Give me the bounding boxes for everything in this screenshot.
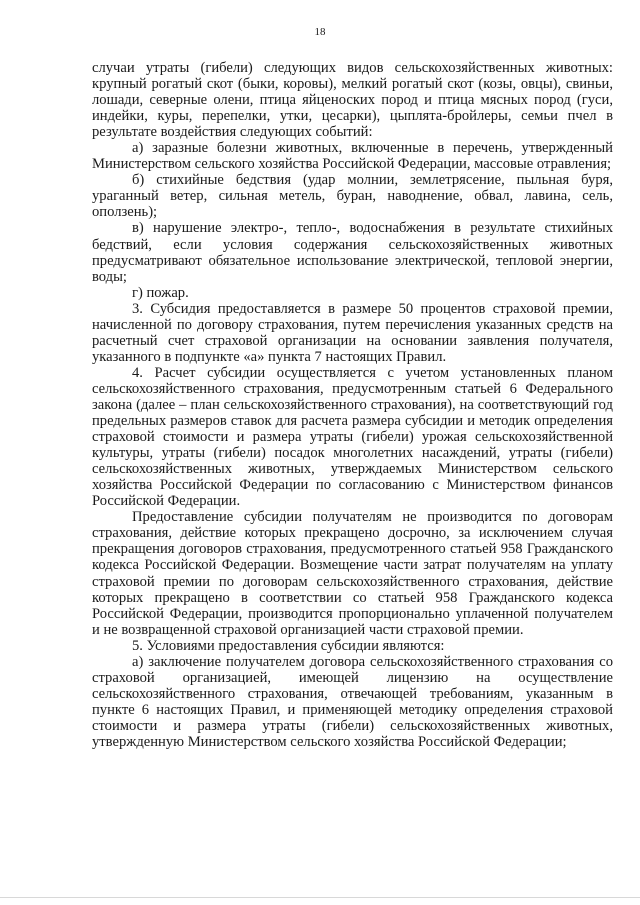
paragraph-clause-5-item-a: а) заключение получателем договора сельскохозяйственного страхования со страховой организацией, имеющей лицензию на осуществление сельскохозяйственного страхования, отвечающей требованиям, указанным в пункте 6 настоящих Правил, и применяющей методику определения страховой стоимости и размера утраты (гибели) сельскохозяйственных животных, утвержденную Министерством сельского хозяйства Российской Федерации; — [92, 653, 613, 750]
paragraph-item-a: а) заразные болезни животных, включенные в перечень, утвержденный Министерством сельского хозяйства Российской Федерации, массовые отравления; — [92, 140, 613, 173]
paragraph-clause-3: 3. Субсидия предоставляется в размере 50 процентов страховой премии, начисленной по договору страхования, путем перечисления указанных средств на расчетный счет страховой организации на основании заявления получателя, указанного в подпункте «а» пункта 7 настоящих Правил. — [92, 300, 613, 365]
scan-edge-line — [0, 897, 640, 898]
paragraph-item-v: в) нарушение электро-, тепло-, водоснабжения в результате стихийных бедствий, если условия содержания сельскохозяйственных животных предусматривают обязательное использование электрической, тепловой энергии, воды; — [92, 220, 613, 285]
paragraph-clause-4-continued: Предоставление субсидии получателям не производится по договорам страхования, действие которых прекращено досрочно, за исключением случая прекращения договоров страхования, предусмотренного статьей 958 Гражданского кодекса Российской Федерации. Возмещение части затрат получателям на уплату страховой премии по договорам сельскохозяйственного страхования, действие которых прекращено в соответствии со статьей 958 Гражданского кодекса Российской Федерации, производится пропорционально уплаченной получателем и не возвращенной страховой организацией части страховой премии. — [92, 509, 613, 638]
paragraph-clause-4: 4. Расчет субсидии осуществляется с учетом установленных планом сельскохозяйственного страхования, предусмотренным статьей 6 Федерального закона (далее – план сельскохозяйственного страхования), на соответствующий год предельных размеров ставок для расчета размера субсидии и методик определения страховой стоимости и размера утраты (гибели) урожая сельскохозяйственной культуры, утраты (гибели) посадок многолетних насаждений, утраты (гибели) сельскохозяйственных животных, утверждаемых Министерством сельского хозяйства Российской Федерации по согласованию с Министерством финансов Российской Федерации. — [92, 364, 613, 510]
document-body — [92, 60, 613, 750]
page-number: 18 — [314, 26, 326, 38]
paragraph-item-g: г) пожар. — [132, 284, 189, 301]
paragraph-clause-5: 5. Условиями предоставления субсидии являются: — [132, 637, 445, 654]
paragraph-continuation: случаи утраты (гибели) следующих видов сельскохозяйственных животных: крупный рогатый скот (быки, коровы), мелкий рогатый скот (козы, овцы), свиньи, лошади, северные олени, птица яйценоских пород и птица мясных пород (гуси, индейки, куры, перепелки, утки, цесарки), цыплята-бройлеры, семьи пчел в результате воздействия следующих событий: — [92, 60, 613, 141]
paragraph-item-b: б) стихийные бедствия (удар молнии, землетрясение, пыльная буря, ураганный ветер, сильная метель, буран, наводнение, обвал, лавина, сель, оползень); — [92, 172, 613, 221]
